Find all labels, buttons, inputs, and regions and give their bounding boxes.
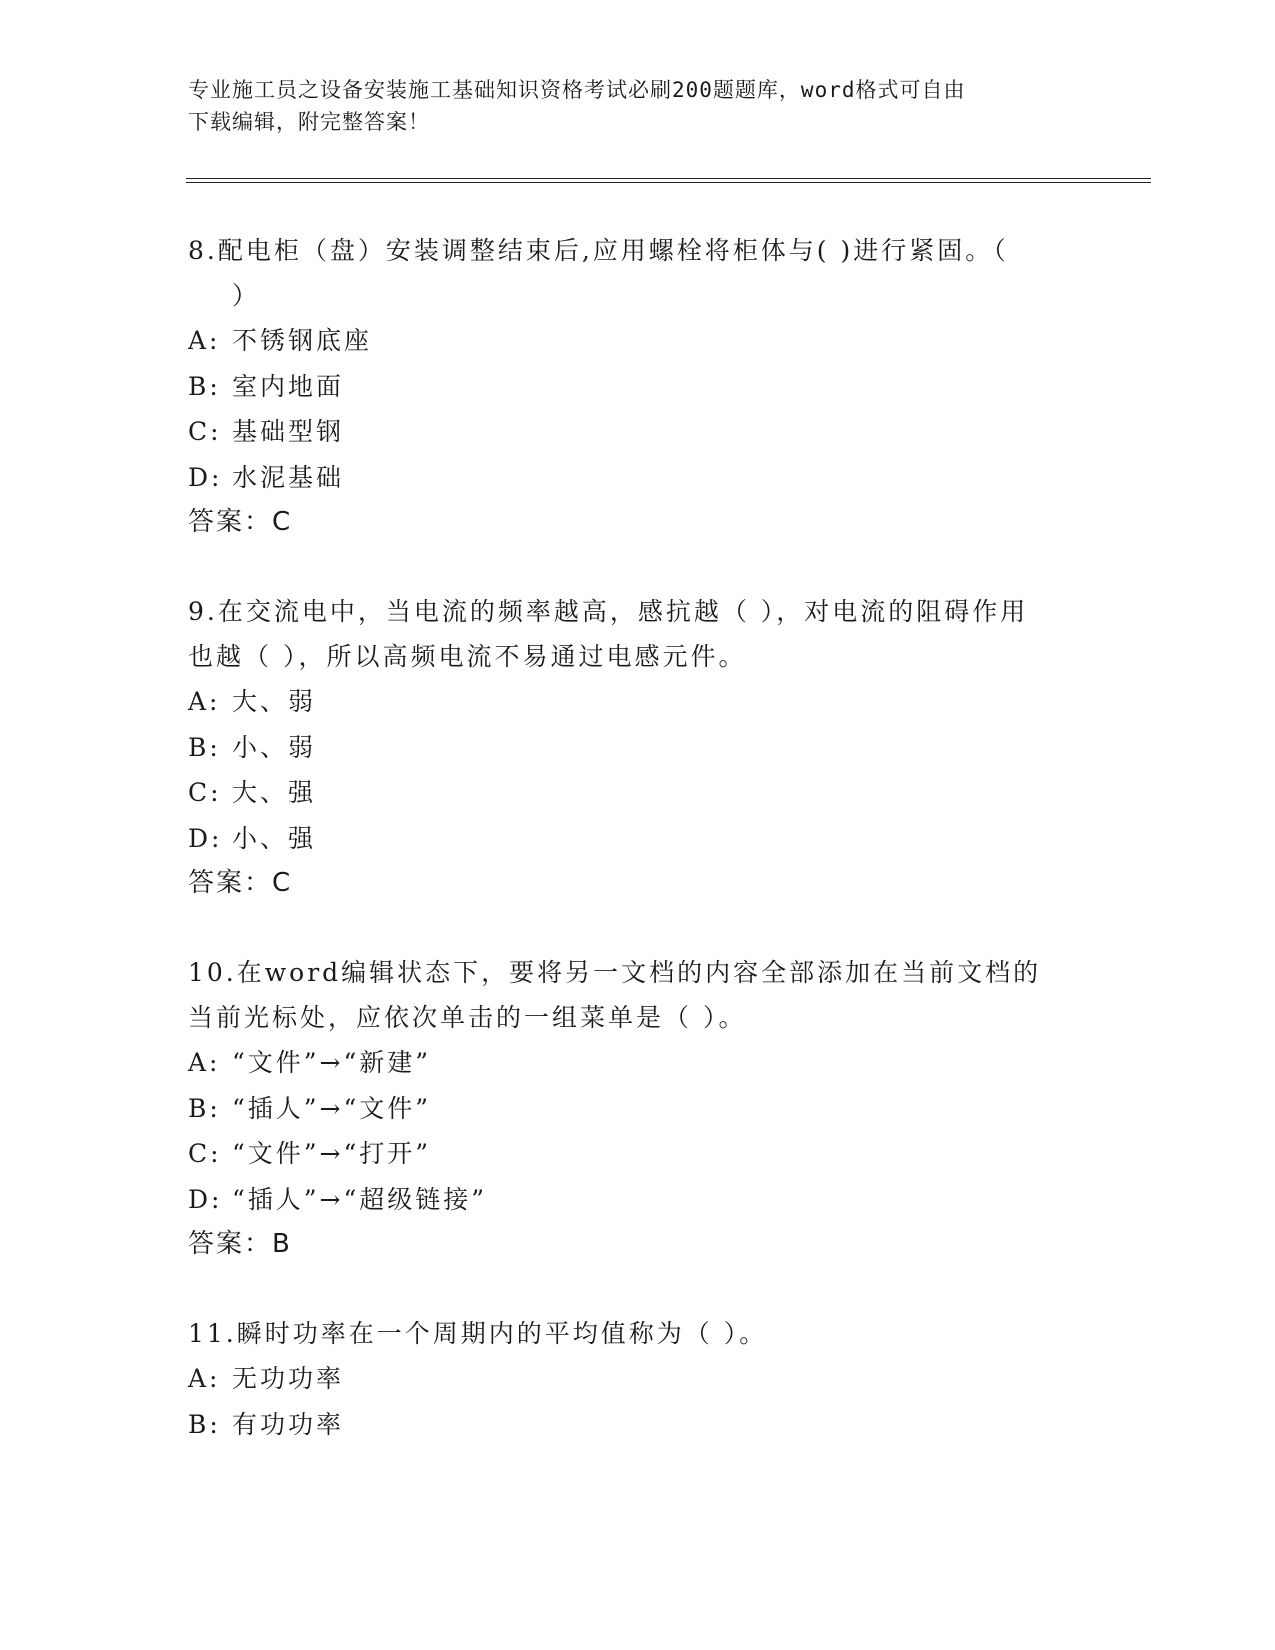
- option-text: 有功功率: [232, 1409, 345, 1439]
- option-key: A:: [188, 326, 221, 355]
- question-8: [188, 228, 1088, 545]
- question-stem: [188, 228, 1088, 318]
- header-divider-bottom: [186, 182, 1151, 183]
- option-key: A:: [188, 1364, 221, 1393]
- option-key: B:: [188, 1093, 221, 1123]
- option-key: D:: [188, 823, 223, 853]
- option-text: 不锈钢底座: [232, 326, 373, 355]
- question-stem-line: 11.瞬时功率在一个周期内的平均值称为（ ）。: [188, 1319, 768, 1348]
- option-key: C:: [188, 778, 222, 807]
- option-text: 室内地面: [232, 371, 345, 401]
- question-stem: [188, 589, 1088, 679]
- option-b: [188, 1402, 1088, 1448]
- option-key: A:: [188, 687, 221, 716]
- header-title-line-1: 专业施工员之设备安装施工基础知识资格考试必刷200题题库，word格式可自由: [188, 78, 966, 102]
- option-text: 小、强: [232, 823, 317, 853]
- option-key: C:: [188, 1139, 222, 1168]
- question-stem-line: 9.在交流电中，当电流的频率越高，感抗越（ ），对电流的阻碍作用: [188, 597, 1029, 626]
- option-d: [188, 816, 1088, 862]
- option-key: C:: [188, 417, 222, 446]
- option-text: 水泥基础: [232, 462, 345, 492]
- option-a: [188, 1040, 1088, 1086]
- question-stem-line: 8.配电柜（盘）安装调整结束后,应用螺栓将柜体与( )进行紧固。（: [188, 236, 1009, 265]
- option-text: 大、强: [232, 778, 317, 807]
- document-header: [188, 74, 1088, 138]
- option-b: [188, 725, 1088, 771]
- option-c: [188, 1131, 1088, 1177]
- question-stem: [188, 950, 1088, 1040]
- option-text: 小、弱: [232, 732, 317, 762]
- question-9: [188, 589, 1088, 906]
- question-stem: [188, 1311, 1088, 1356]
- option-key: D:: [188, 462, 223, 492]
- header-title-line-2: 下载编辑，附完整答案！: [188, 110, 430, 134]
- option-d: [188, 455, 1088, 501]
- question-stem-line: 也越（ ），所以高频电流不易通过电感元件。: [188, 642, 747, 671]
- option-key: B:: [188, 732, 221, 762]
- option-text: “文件”→“打开”: [232, 1139, 432, 1168]
- option-a: [188, 318, 1088, 364]
- option-key: B:: [188, 1409, 221, 1439]
- option-text: 无功功率: [232, 1364, 345, 1393]
- option-c: [188, 770, 1088, 816]
- answer-label: 答案：C: [188, 868, 293, 898]
- option-key: B:: [188, 371, 221, 401]
- question-stem-line: 当前光标处，应依次单击的一组菜单是（ ）。: [188, 1003, 747, 1032]
- option-b: [188, 1086, 1088, 1132]
- option-text: 大、弱: [232, 687, 317, 716]
- option-text: “文件”→“新建”: [232, 1048, 432, 1077]
- option-a: [188, 679, 1088, 725]
- option-c: [188, 409, 1088, 455]
- question-11: [188, 1311, 1088, 1447]
- option-d: [188, 1177, 1088, 1223]
- header-divider-top: [186, 178, 1151, 179]
- answer-label: 答案：C: [188, 507, 293, 537]
- question-stem-line: 10.在word编辑状态下，要将另一文档的内容全部添加在当前文档的: [188, 958, 1042, 987]
- option-text: 基础型钢: [232, 417, 345, 446]
- option-b: [188, 364, 1088, 410]
- question-10: [188, 950, 1088, 1267]
- option-text: “插人”→“超级链接”: [232, 1184, 488, 1214]
- option-key: D:: [188, 1184, 223, 1214]
- option-text: “插人”→“文件”: [232, 1093, 432, 1123]
- answer-label: 答案：B: [188, 1229, 292, 1259]
- option-key: A:: [188, 1048, 221, 1077]
- question-stem-line: ）: [232, 281, 261, 310]
- option-a: [188, 1356, 1088, 1402]
